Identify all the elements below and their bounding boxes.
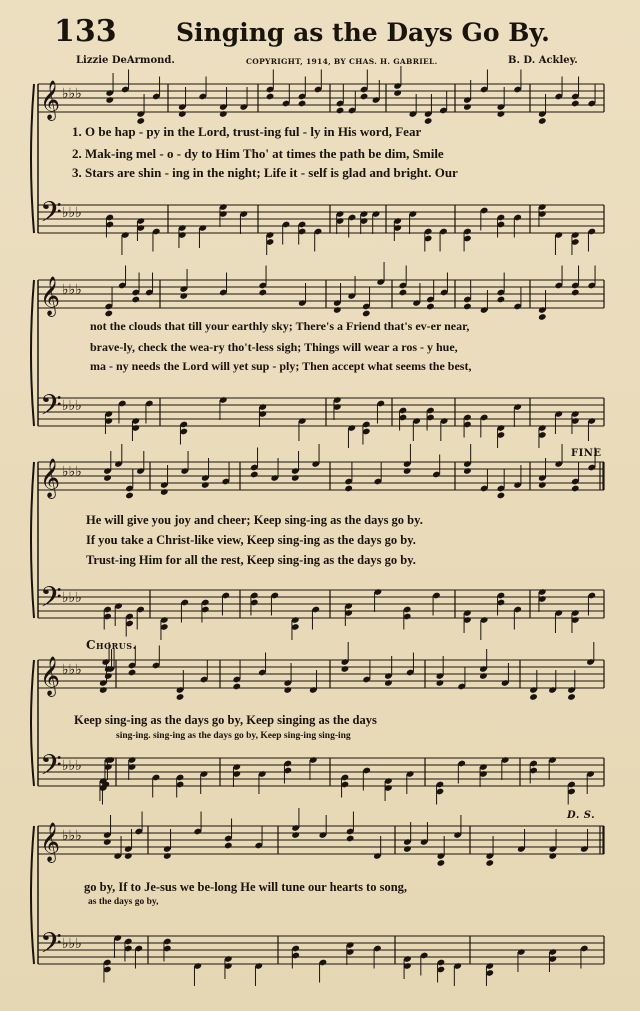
key-signature-icon: ♭♭♭ <box>62 205 82 221</box>
note-head <box>103 838 112 846</box>
bass-lyric: as the days go by, <box>88 897 159 907</box>
clef-icon: 𝄢 <box>40 927 62 967</box>
note-head <box>485 859 494 867</box>
copyright-notice: COPYRIGHT, 1914, BY CHAS. H. GABRIEL. <box>246 57 438 66</box>
lyric-line: Trust-ing Him for all the rest, Keep sing-ing as the days go by. <box>86 553 416 567</box>
lyricist-credit: Lizzie DeArmond. <box>76 55 175 66</box>
note-head <box>463 103 472 111</box>
note-head <box>567 693 576 701</box>
clef-icon: 𝄢 <box>40 749 62 789</box>
note-head <box>479 672 488 680</box>
note-head <box>538 481 547 489</box>
note-head <box>341 665 350 673</box>
key-signature-icon: ♭♭♭ <box>62 828 82 844</box>
note-head <box>131 296 140 304</box>
note-head <box>104 310 113 318</box>
lyric-line: 2. Mak-ing mel - o - dy to Him Tho' at times the path be dim, Smile <box>72 146 444 161</box>
clef-icon: 𝄞 <box>40 276 61 316</box>
note-head <box>463 303 472 311</box>
brace-icon <box>31 660 34 786</box>
note-head <box>362 310 371 318</box>
chorus-label: Chorus. <box>86 638 138 652</box>
ds-marker: D. S. <box>567 810 596 821</box>
bass-lyric: sing-ing. sing-ing as the days go by, Keep sing-ing sing-ing <box>116 731 351 741</box>
note-head <box>426 303 435 311</box>
key-signature-icon: ♭♭♭ <box>62 86 82 102</box>
note-head <box>571 100 580 108</box>
note-head <box>333 306 342 314</box>
note-head <box>99 686 108 694</box>
note-head <box>258 289 267 297</box>
note-head <box>538 117 547 125</box>
note-head <box>291 474 300 482</box>
note-head <box>219 110 228 118</box>
key-signature-icon: ♭♭♭ <box>62 282 82 298</box>
note-head <box>463 467 472 475</box>
key-signature-icon: ♭♭♭ <box>62 662 82 678</box>
note-head <box>104 672 113 680</box>
note-head <box>336 107 345 115</box>
note-head <box>424 117 433 125</box>
note-head <box>103 474 112 482</box>
note-head <box>266 93 275 101</box>
note-head <box>176 693 185 701</box>
chorus-lyric: go by, If to Je-sus we be-long He will tune our hearts to song, <box>84 880 408 894</box>
brace-icon <box>31 280 34 426</box>
note-head <box>201 481 210 489</box>
note-head <box>436 679 445 687</box>
composer-credit: B. D. Ackley. <box>508 55 578 66</box>
lyric-line: He will give you joy and cheer; Keep sing-ing as the days go by. <box>86 513 423 527</box>
lyric-line: 1. O be hap - py in the Lord, trust-ing ful - ly in His word, Fear <box>72 124 422 139</box>
note-head <box>125 492 134 500</box>
note-head <box>399 289 408 297</box>
note-head <box>548 852 557 860</box>
clef-icon: 𝄞 <box>40 458 61 498</box>
note-head <box>497 492 506 500</box>
brace-icon <box>31 826 34 964</box>
note-head <box>403 845 412 853</box>
note-head <box>360 93 369 101</box>
note-head <box>224 842 233 850</box>
fine-marker: FINE <box>571 448 602 459</box>
note-head <box>298 100 307 108</box>
brace-icon <box>31 462 34 618</box>
hymn-number: 133 <box>54 14 117 49</box>
note-head <box>538 313 547 321</box>
clef-icon: 𝄞 <box>40 656 61 696</box>
note-head <box>529 693 538 701</box>
lyric-line: not the clouds that till your earthly sky; There's a Friend that's ev-er near, <box>90 319 470 333</box>
lyric-line: brave-ly, check the wea-ry tho't-less sigh; Things will wear a ros - y hue, <box>90 340 458 354</box>
note-head <box>232 683 241 691</box>
lyric-line: ma - ny needs the Lord will yet sup - ply; Then accept what seems the best, <box>90 359 472 373</box>
note-head <box>497 110 506 118</box>
key-signature-icon: ♭♭♭ <box>62 464 82 480</box>
note-head <box>437 859 446 867</box>
note-head <box>344 485 353 493</box>
lyric-line: If you take a Christ-like view, Keep sing-ing as the days go by. <box>86 533 416 547</box>
key-signature-icon: ♭♭♭ <box>62 590 82 606</box>
note-head <box>291 831 300 839</box>
clef-icon: 𝄞 <box>40 822 61 862</box>
note-head <box>178 110 187 118</box>
note-head <box>250 471 259 479</box>
note-head <box>179 292 188 300</box>
note-head <box>124 852 133 860</box>
note-head <box>283 686 292 694</box>
note-head <box>384 679 393 687</box>
key-signature-icon: ♭♭♭ <box>62 398 82 414</box>
note-head <box>403 467 412 475</box>
note-head <box>571 289 580 297</box>
brace-icon <box>31 84 34 233</box>
note-head <box>571 485 580 493</box>
note-head <box>160 488 169 496</box>
lyric-line: 3. Stars are shin - ing in the night; Life it - self is glad and bright. Our <box>72 165 458 180</box>
key-signature-icon: ♭♭♭ <box>62 758 82 774</box>
chorus-lyric: Keep sing-ing as the days go by, Keep singing as the days <box>74 713 377 727</box>
clef-icon: 𝄢 <box>40 389 62 429</box>
note-head <box>163 852 172 860</box>
note-head <box>497 296 506 304</box>
key-signature-icon: ♭♭♭ <box>62 936 82 952</box>
note-head <box>393 89 402 97</box>
clef-icon: 𝄢 <box>40 196 62 236</box>
hymn-title: Singing as the Days Go By. <box>176 18 550 47</box>
note-head <box>346 835 355 843</box>
note-head <box>105 96 114 104</box>
clef-icon: 𝄢 <box>40 581 62 621</box>
note-head <box>128 669 137 677</box>
clef-icon: 𝄞 <box>40 80 61 120</box>
